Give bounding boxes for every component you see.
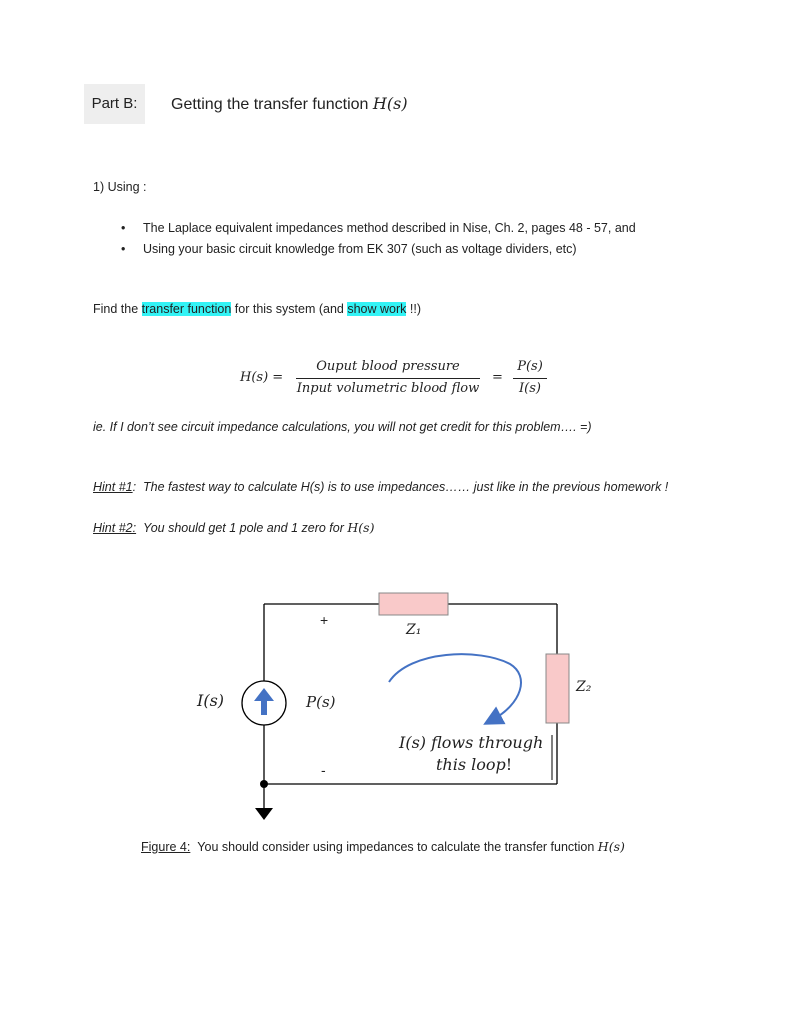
voltage-label: P(s) (306, 693, 336, 711)
impedance-z1 (379, 593, 448, 615)
part-title-text: Getting the transfer function (171, 96, 369, 113)
bullet-dot: • (121, 242, 126, 256)
loop-arrow-icon (389, 654, 521, 720)
bullet-dot: • (121, 221, 126, 235)
part-label: Part B: (91, 95, 138, 112)
note-text: ie. If I don’t see circuit impedance calculations, you will not get credit for this problem…. =) (93, 420, 592, 434)
equation-lhs: H(s) = (240, 370, 284, 385)
equation-equals: = (492, 370, 503, 385)
equation-rhs-numerator: P(s) (517, 359, 543, 374)
question-number: 1) Using : (93, 180, 147, 194)
figure-caption (141, 839, 625, 854)
hint-1-sep: : (132, 480, 137, 494)
bullet-text: Using your basic circuit knowledge from EK 307 (such as voltage dividers, etc) (143, 242, 577, 256)
z1-label: Z₁ (406, 622, 422, 638)
hint-1-text: The fastest way to calculate H(s) is to use impedances…… just like in the previous homework ! (143, 480, 669, 494)
source-label: I(s) (197, 691, 225, 710)
node-dot (260, 780, 268, 788)
equation-denominator: Input volumetric blood flow (296, 381, 480, 396)
highlight-transfer-function: transfer function (141, 302, 232, 316)
ground-icon (255, 808, 273, 820)
hint-2-label: Hint #2: (93, 521, 137, 535)
hint-2-math: H(s) (347, 520, 375, 535)
plus-sign: + (320, 612, 329, 628)
figure-caption-math: H(s) (597, 839, 625, 854)
figure-caption-text: You should consider using impedances to calculate the transfer function (197, 840, 595, 854)
hint-1-label: Hint #1 (93, 480, 133, 494)
impedance-z2 (546, 654, 569, 723)
z2-label: Z₂ (576, 679, 592, 695)
loop-text-line-2 (436, 755, 512, 775)
hint-2-text: You should get 1 pole and 1 zero for (143, 521, 344, 535)
loop-text-bang: ! (505, 755, 513, 774)
minus-sign: - (321, 762, 326, 778)
loop-text-line-1: I(s) flows through (399, 733, 544, 752)
loop-text-line-2-math: this loop (436, 755, 506, 774)
find-pre: Find the (93, 302, 139, 316)
figure-label: Figure 4: (141, 840, 191, 854)
find-mid: for this system (and (234, 302, 344, 316)
highlight-show-work: show work (347, 302, 407, 316)
equation-rhs-denominator: I(s) (519, 381, 541, 396)
bullet-text: The Laplace equivalent impedances method described in Nise, Ch. 2, pages 48 - 57, and (143, 221, 636, 235)
equation-numerator: Ouput blood pressure (316, 359, 460, 374)
part-title-math: H(s) (372, 94, 408, 113)
find-post: !!) (409, 302, 421, 316)
